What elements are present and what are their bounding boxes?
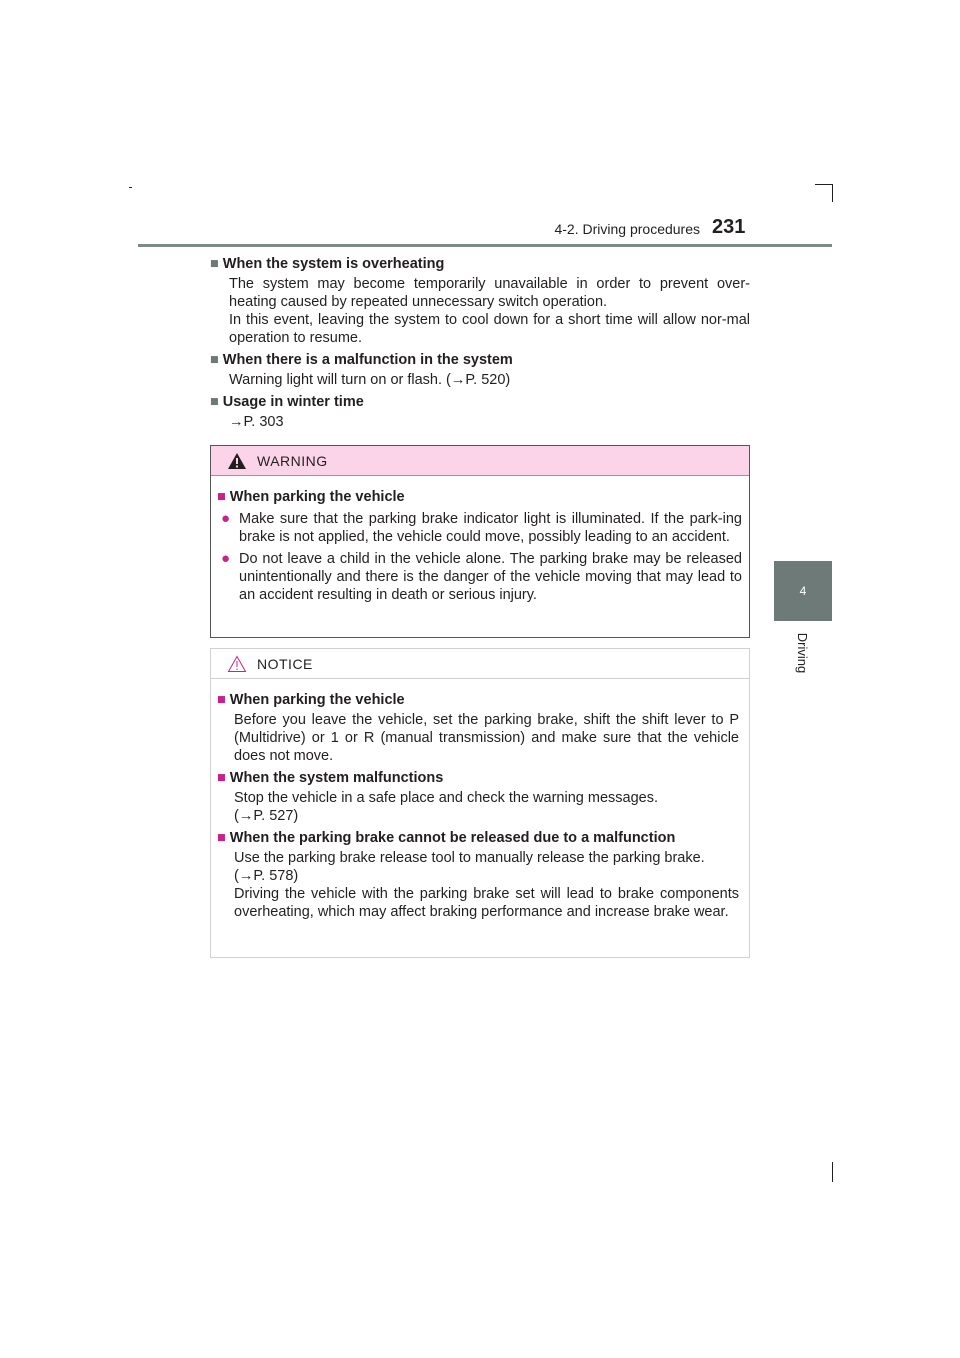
chapter-label: Driving (795, 632, 810, 674)
square-bullet-icon: ■ (210, 256, 219, 272)
circle-bullet-icon: ● (221, 510, 231, 527)
notice-text: Stop the vehicle in a safe place and check the warning messages. (234, 790, 658, 806)
square-bullet-icon: ■ (217, 770, 226, 786)
warning-body (211, 476, 749, 604)
section-heading: ■ When there is a malfunction in the system (210, 352, 513, 368)
crop-mark (832, 184, 833, 202)
notice-title: NOTICE (257, 655, 313, 672)
section-title: 4-2. Driving procedures (554, 221, 700, 237)
section-text: →P. 303 (229, 414, 284, 430)
warning-bullet: ● Do not leave a child in the vehicle alone. The parking brake may be released unintentionally and there is the danger of the vehicle moving that may lead to an accident resulting in death or serious injury. (217, 550, 743, 604)
section-heading: ■ When the system is overheating (210, 256, 445, 272)
crop-mark (832, 1162, 833, 1182)
page-number: 231 (712, 216, 746, 238)
section-text: In this event, leaving the system to cool down for a short time will allow nor-mal operation to resume. (229, 312, 750, 346)
notice-body (211, 679, 749, 921)
notice-heading: ■ When the system malfunctions (217, 770, 444, 786)
notice-item (217, 691, 743, 765)
crop-mark (129, 187, 132, 188)
notice-header (211, 649, 749, 679)
section-overheating (210, 255, 750, 347)
section-winter (210, 393, 750, 431)
section-heading: ■ Usage in winter time (210, 394, 364, 410)
square-bullet-icon: ■ (217, 692, 226, 708)
warning-box (210, 445, 750, 638)
notice-text: Before you leave the vehicle, set the parking brake, shift the shift lever to P (Multidrive) or 1 or R (manual transmission) and make sure that the vehicle does not move. (234, 712, 739, 764)
square-bullet-icon: ■ (210, 352, 219, 368)
notice-heading: ■ When the parking brake cannot be released due to a malfunction (217, 830, 676, 846)
warning-triangle-icon (227, 452, 247, 470)
square-bullet-icon: ■ (217, 830, 226, 846)
square-bullet-icon: ■ (217, 489, 226, 505)
notice-heading: ■ When parking the vehicle (217, 692, 405, 708)
notice-text: Use the parking brake release tool to manually release the parking brake. (234, 850, 705, 866)
caution-triangle-icon (227, 655, 247, 673)
notice-text: Driving the vehicle with the parking brake set will lead to brake components overheating, which may affect braking performance and increase brake wear. (234, 886, 739, 920)
main-content (210, 255, 750, 435)
square-bullet-icon: ■ (210, 394, 219, 410)
section-text: Warning light will turn on or flash. (→P. 520) (229, 372, 511, 388)
notice-text: (→P. 578) (234, 868, 299, 884)
chapter-number: 4 (799, 584, 807, 598)
notice-item (217, 769, 743, 825)
warning-heading: ■ When parking the vehicle (217, 489, 405, 505)
warning-title: WARNING (257, 452, 328, 469)
warning-header (211, 446, 749, 476)
circle-bullet-icon: ● (221, 550, 231, 567)
crop-mark (815, 184, 833, 185)
notice-text: (→P. 527) (234, 808, 299, 824)
header-rule (138, 244, 832, 247)
section-malfunction (210, 351, 750, 389)
warning-bullet: ● Make sure that the parking brake indicator light is illuminated. If the park-ing brake is not applied, the vehicle could move, possibly leading to an accident. (217, 510, 743, 546)
notice-box (210, 648, 750, 958)
notice-item (217, 829, 743, 921)
section-text: The system may become temporarily unavailable in order to prevent over-heating caused by repeated unnecessary switch operation. (229, 276, 750, 310)
